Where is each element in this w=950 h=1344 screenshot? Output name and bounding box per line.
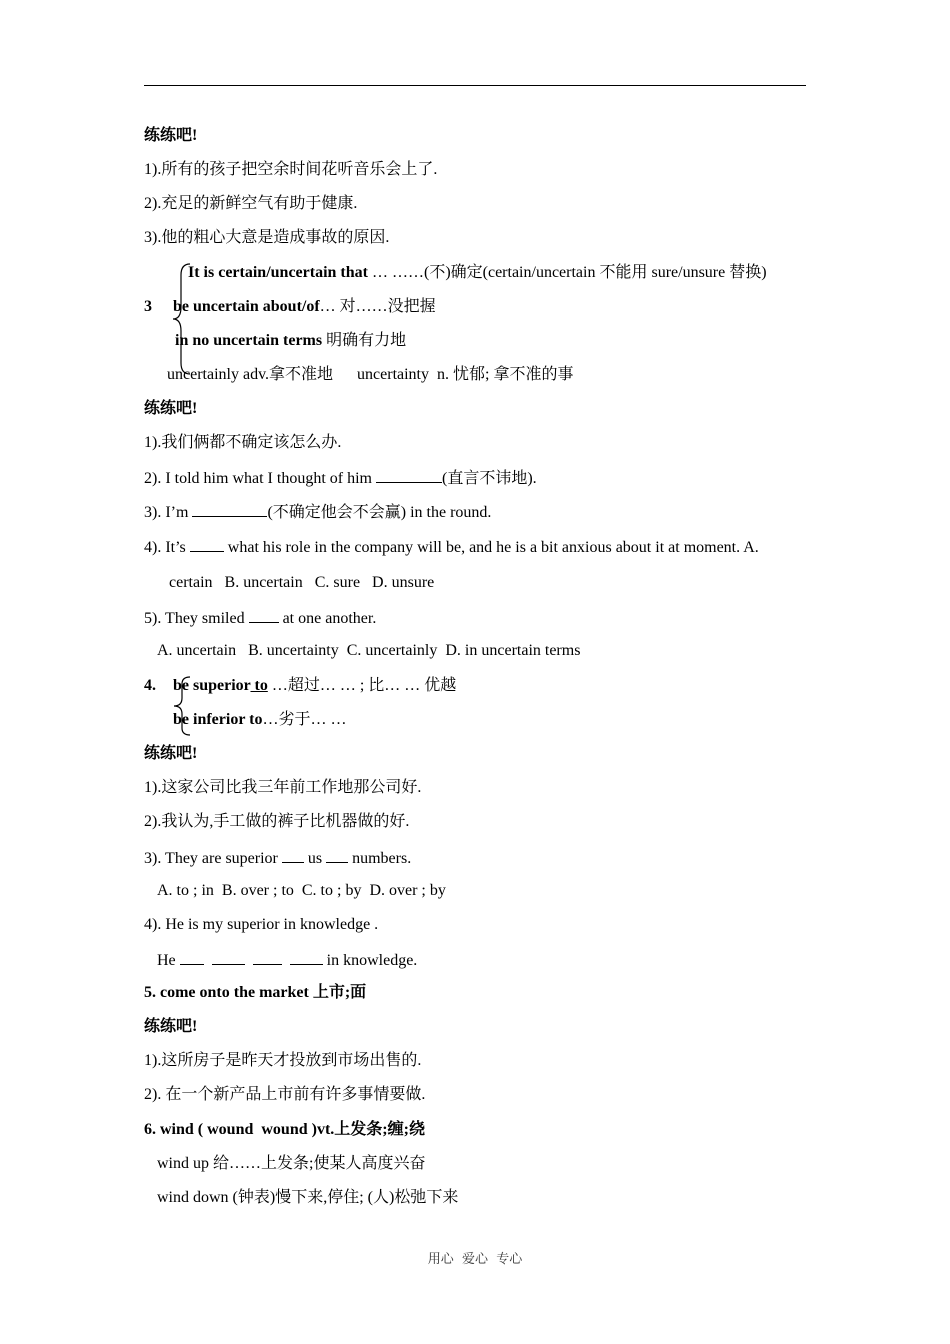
exercise-line: 1).我们俩都不确定该怎么办.	[144, 434, 342, 451]
options-line: A. uncertain B. uncertainty C. uncertainly D. in uncertain terms	[157, 642, 581, 659]
practice-heading: 练练吧!	[144, 745, 198, 762]
exercise-line: 4). He is my superior in knowledge .	[144, 916, 379, 933]
phrase-line	[175, 331, 406, 351]
phrase-meaning: … ……(不)确定(certain/uncertain 不能用 sure/unsure 替换)	[367, 264, 767, 281]
exercise-line: 2).充足的新鲜空气有助于健康.	[144, 195, 358, 212]
phrase-meaning: 明确有力地	[322, 332, 407, 349]
answer-blank[interactable]	[282, 847, 304, 863]
header-rule	[144, 85, 806, 86]
page-footer: 用心 爱心 专心	[427, 1252, 523, 1267]
phrase: in no uncertain terms	[175, 332, 323, 349]
phrase-line	[173, 297, 436, 317]
derivatives-line: uncertainly adv.拿不准地 uncertainty n. 忧郁; 拿不准的事	[167, 366, 574, 383]
phrase-line: wind down (钟表)慢下来,停住; (人)松弛下来	[157, 1189, 459, 1206]
practice-heading: 练练吧!	[144, 127, 198, 144]
exercise-line: 1).所有的孩子把空余时间花听音乐会上了.	[144, 161, 438, 178]
answer-blank[interactable]	[190, 536, 224, 552]
answer-blank[interactable]	[253, 949, 282, 965]
exercise-line: 2).我认为,手工做的裤子比机器做的好.	[144, 813, 410, 830]
answer-blank[interactable]	[376, 467, 442, 483]
answer-blank[interactable]	[290, 949, 323, 965]
phrase-line	[188, 263, 767, 283]
answer-blank[interactable]	[192, 501, 267, 517]
options-line: A. to ; in B. over ; to C. to ; by D. over ; by	[157, 882, 446, 899]
section-number: 3	[144, 298, 152, 315]
exercise-line: 4). It’s what his role in the company will be, and he is a bit anxious about it at moment. A.	[144, 536, 759, 558]
phrase-meaning: …劣于… …	[262, 711, 347, 728]
exercise-line: 1).这所房子是昨天才投放到市场出售的.	[144, 1052, 422, 1069]
practice-heading: 练练吧!	[144, 1018, 198, 1035]
exercise-line: 2). I told him what I thought of him (直言不讳地).	[144, 467, 537, 489]
section-number: 4.	[144, 677, 156, 694]
phrase: be inferior to	[173, 711, 263, 728]
exercise-line: 3). I’m (不确定他会不会赢) in the round.	[144, 501, 491, 523]
phrase-line	[173, 710, 346, 730]
exercise-line: 2). 在一个新产品上市前有许多事情要做.	[144, 1086, 426, 1103]
phrase-meaning: … 对……没把握	[319, 298, 436, 315]
exercise-line: He in knowledge.	[157, 949, 417, 971]
exercise-line: 3). They are superior us numbers.	[144, 847, 411, 869]
exercise-line: 5). They smiled at one another.	[144, 607, 376, 629]
phrase: It is certain/uncertain that	[188, 264, 368, 281]
phrase-line: wind up 给……上发条;使某人高度兴奋	[157, 1155, 426, 1172]
section-title: 6. wind ( wound wound )vt.上发条;缠;绕	[144, 1121, 425, 1138]
answer-blank[interactable]	[212, 949, 245, 965]
section-title: 5. come onto the market 上市;面	[144, 984, 367, 1001]
exercise-line: 1).这家公司比我三年前工作地那公司好.	[144, 779, 422, 796]
phrase: be superior	[173, 677, 251, 694]
answer-blank[interactable]	[326, 847, 348, 863]
phrase-meaning: …超过… … ; 比… … 优越	[267, 677, 457, 694]
answer-blank[interactable]	[180, 949, 204, 965]
options-line: certain B. uncertain C. sure D. unsure	[169, 574, 435, 591]
answer-blank[interactable]	[249, 607, 279, 623]
exercise-line: 3).他的粗心大意是造成事故的原因.	[144, 229, 390, 246]
phrase: be uncertain about/of	[173, 298, 320, 315]
practice-heading: 练练吧!	[144, 400, 198, 417]
phrase-line: be superior to …超过… … ; 比… … 优越	[173, 677, 457, 694]
